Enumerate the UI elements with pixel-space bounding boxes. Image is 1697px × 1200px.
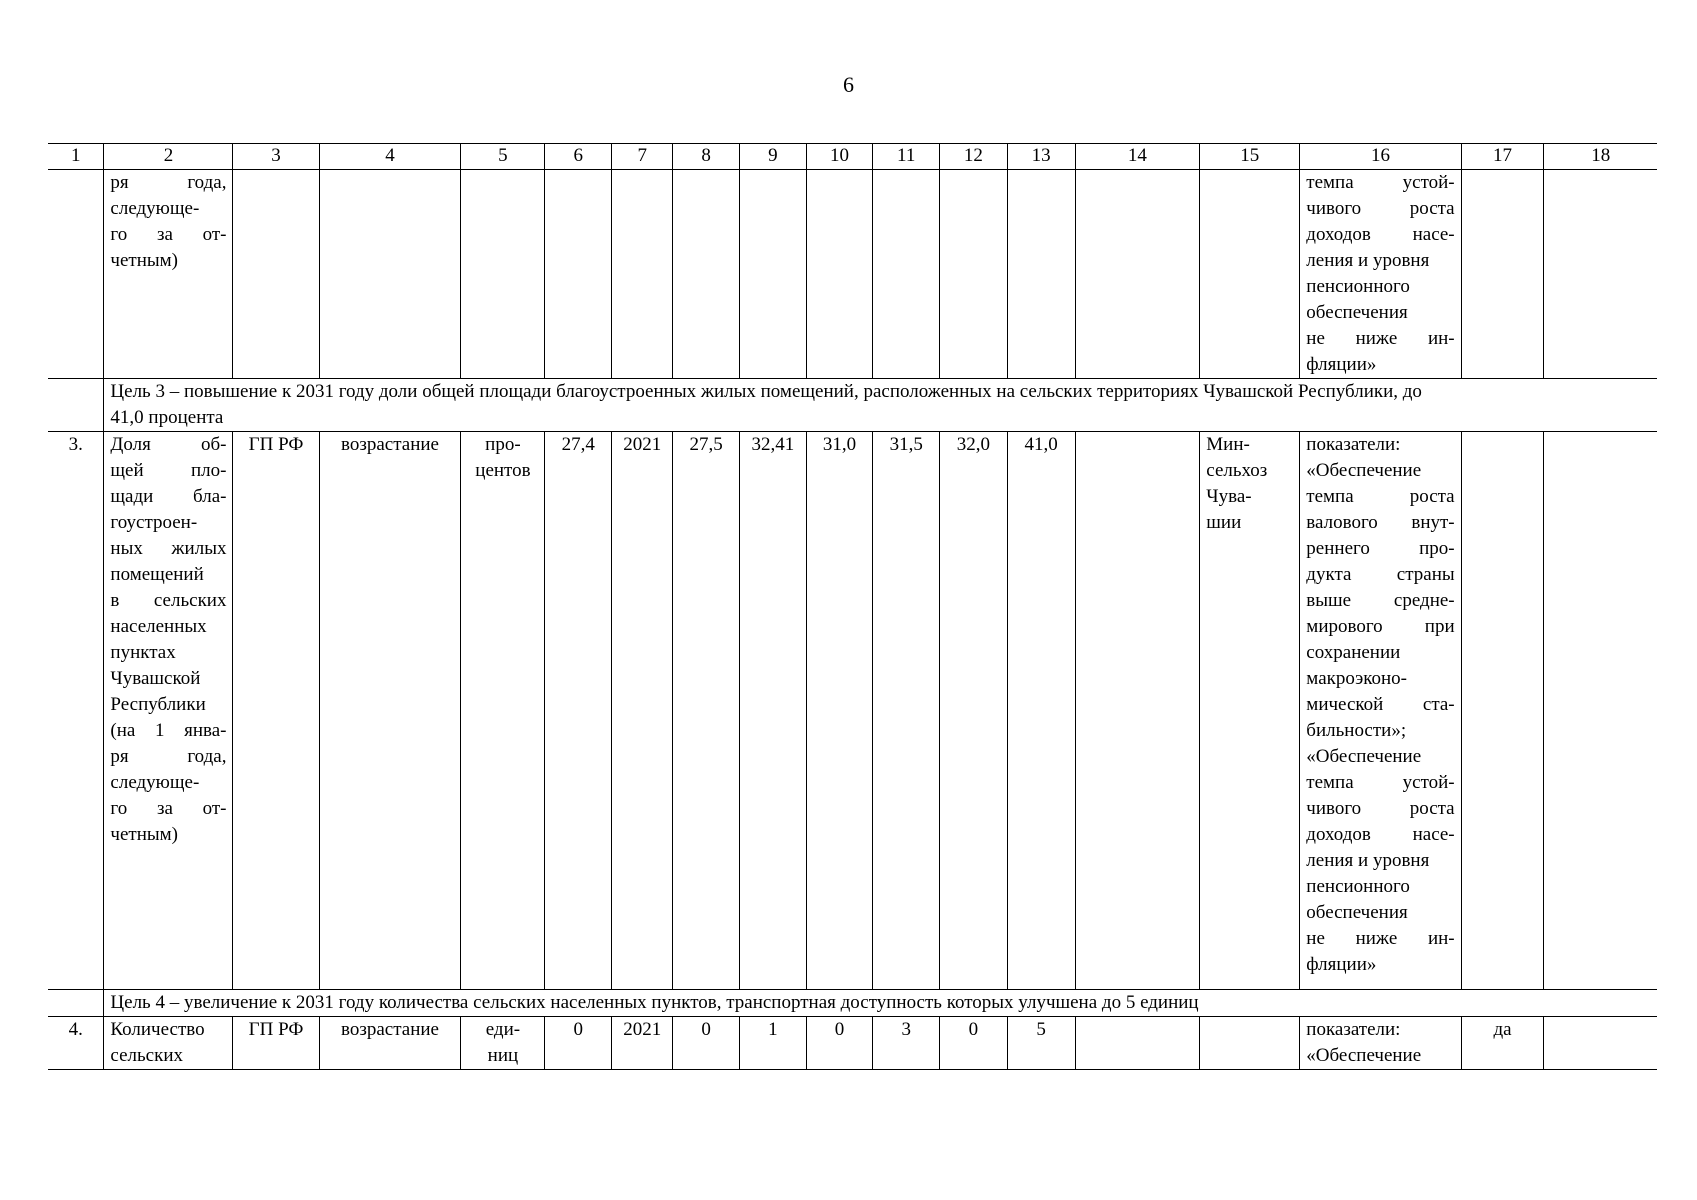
text-line: Республики	[110, 694, 206, 715]
text-line: доходов насе-	[1306, 224, 1455, 245]
text-line: ления и уровня	[1306, 250, 1430, 271]
indicator-name-cell	[104, 170, 233, 379]
text-line: Чувашской	[110, 668, 201, 689]
text-line: мической ста-	[1306, 694, 1455, 715]
header-cell: 11	[873, 144, 940, 170]
text-line: пунктах	[110, 642, 176, 663]
text-line: го за от-	[110, 224, 227, 245]
text-line: «Обеспечение	[1306, 1045, 1422, 1066]
value-cell: 27,5	[673, 432, 740, 990]
header-cell: 2	[104, 144, 233, 170]
text-line: валового внут-	[1306, 512, 1455, 533]
text-line: еди-	[485, 1019, 521, 1040]
row-number: 4.	[48, 1017, 104, 1070]
indicator-name-cell	[104, 1017, 233, 1070]
text-line: пенсионного	[1306, 276, 1410, 297]
base-value-cell: 27,4	[545, 432, 612, 990]
text-line: Количество	[110, 1019, 205, 1040]
indicators-table	[48, 143, 1657, 1070]
text-line: четным)	[110, 824, 178, 845]
text-line: выше средне-	[1306, 590, 1455, 611]
linked-indicators-cell	[1300, 170, 1461, 379]
goal-row	[48, 379, 1657, 432]
header-cell: 16	[1300, 144, 1461, 170]
text-line: сельхоз	[1206, 460, 1268, 481]
text-line: щади бла-	[110, 486, 227, 507]
text-line: мирового при	[1306, 616, 1455, 637]
value-cell: 31,0	[806, 432, 873, 990]
unit-cell	[461, 432, 545, 990]
header-cell: 5	[461, 144, 545, 170]
header-cell: 6	[545, 144, 612, 170]
text-line: «Обеспечение	[1306, 460, 1422, 481]
header-cell: 13	[1007, 144, 1075, 170]
text-line: следующе-	[110, 772, 200, 793]
text-line: про-	[485, 434, 521, 455]
header-cell: 1	[48, 144, 104, 170]
text-line: чивого роста	[1306, 198, 1455, 219]
base-year-cell: 2021	[612, 432, 673, 990]
goal-3-line-1: Цель 3 – повышение к 2031 году доли общей площади благоустроенных жилых помещений, расположенных на сельских территориях Чувашской Республики, до	[110, 381, 1422, 402]
value-cell: 31,5	[873, 432, 940, 990]
header-cell: 14	[1075, 144, 1200, 170]
text-line: шии	[1206, 512, 1242, 533]
text-line: ря года,	[110, 746, 227, 767]
text-line: ных жилых	[110, 538, 227, 559]
text-line: ниц	[487, 1045, 519, 1066]
text-line: фляции»	[1306, 354, 1377, 375]
header-cell: 9	[740, 144, 807, 170]
value-cell: 0	[673, 1017, 740, 1070]
value-cell: 0	[940, 1017, 1008, 1070]
value-cell: 1	[740, 1017, 807, 1070]
text-line: щей пло-	[110, 460, 227, 481]
row-number: 3.	[48, 432, 104, 990]
value-cell: 32,0	[940, 432, 1008, 990]
page-number: 6	[843, 72, 854, 97]
text-line: обеспечения	[1306, 902, 1408, 923]
text-line: дукта страны	[1306, 564, 1455, 585]
text-line: следующе-	[110, 198, 200, 219]
text-line: центов	[475, 460, 531, 481]
value-cell: 0	[806, 1017, 873, 1070]
unit-cell	[461, 1017, 545, 1070]
goal-4-line-1: Цель 4 – увеличение к 2031 году количества сельских населенных пунктов, транспортная доступность которых улучшена до 5 единиц	[110, 992, 1199, 1013]
text-line: чивого роста	[1306, 798, 1455, 819]
text-line: помещений	[110, 564, 204, 585]
text-line: показатели:	[1306, 434, 1401, 455]
goal-3-line-2: 41,0 процента	[110, 407, 224, 428]
value-cell: 41,0	[1007, 432, 1075, 990]
linked-indicators-cell	[1300, 1017, 1461, 1070]
value-cell	[1544, 432, 1657, 990]
text-line: населенных	[110, 616, 207, 637]
text-line: пенсионного	[1306, 876, 1410, 897]
text-line: ря года,	[110, 172, 227, 193]
header-cell: 7	[612, 144, 673, 170]
value-cell	[1075, 1017, 1200, 1070]
text-line: Доля об-	[110, 434, 227, 455]
responsible-cell	[1200, 1017, 1300, 1070]
text-line: реннего про-	[1306, 538, 1455, 559]
continuation-row	[48, 170, 1657, 379]
responsible-cell	[1200, 432, 1300, 990]
text-line: не ниже ин-	[1306, 328, 1455, 349]
text-line: «Обеспечение	[1306, 746, 1422, 767]
text-line: ления и уровня	[1306, 850, 1430, 871]
header-cell: 12	[940, 144, 1008, 170]
text-line: в сельских	[110, 590, 227, 611]
text-line: темпа устой-	[1306, 172, 1455, 193]
header-cell: 15	[1200, 144, 1300, 170]
text-line: Мин-	[1206, 434, 1250, 455]
text-line: обеспечения	[1306, 302, 1408, 323]
value-cell: да	[1461, 1017, 1544, 1070]
text-line: темпа роста	[1306, 486, 1455, 507]
value-cell: 5	[1007, 1017, 1075, 1070]
text-line: бильности»;	[1306, 720, 1407, 741]
base-year-cell: 2021	[612, 1017, 673, 1070]
text-line: сохранении	[1306, 642, 1401, 663]
value-cell: 32,41	[740, 432, 807, 990]
indicator-name-cell	[104, 432, 233, 990]
header-row	[48, 144, 1657, 170]
text-line: гоустроен-	[110, 512, 198, 533]
header-cell: 10	[806, 144, 873, 170]
text-line: доходов насе-	[1306, 824, 1455, 845]
header-cell: 4	[319, 144, 461, 170]
header-cell: 18	[1544, 144, 1657, 170]
base-value-cell: 0	[545, 1017, 612, 1070]
header-cell: 17	[1461, 144, 1544, 170]
value-cell	[1544, 1017, 1657, 1070]
value-cell: 3	[873, 1017, 940, 1070]
header-cell: 3	[233, 144, 319, 170]
text-line: четным)	[110, 250, 178, 271]
text-line: темпа устой-	[1306, 772, 1455, 793]
value-cell	[1461, 432, 1544, 990]
text-line: фляции»	[1306, 954, 1377, 975]
table-row	[48, 1017, 1657, 1070]
text-line: (на 1 янва-	[110, 720, 227, 741]
goal-row	[48, 990, 1657, 1017]
table-row	[48, 432, 1657, 990]
text-line: не ниже ин-	[1306, 928, 1455, 949]
direction-cell: возрастание	[319, 1017, 461, 1070]
source-cell: ГП РФ	[233, 1017, 319, 1070]
text-line: го за от-	[110, 798, 227, 819]
direction-cell: возрастание	[319, 432, 461, 990]
value-cell	[1075, 432, 1200, 990]
text-line: показатели:	[1306, 1019, 1401, 1040]
source-cell: ГП РФ	[233, 432, 319, 990]
linked-indicators-cell	[1300, 432, 1461, 990]
text-line: макроэконо-	[1306, 668, 1408, 689]
text-line: сельских	[110, 1045, 183, 1066]
text-line: Чува-	[1206, 486, 1252, 507]
goal-4-cell	[104, 990, 1657, 1017]
header-cell: 8	[673, 144, 740, 170]
goal-3-cell	[104, 379, 1657, 432]
